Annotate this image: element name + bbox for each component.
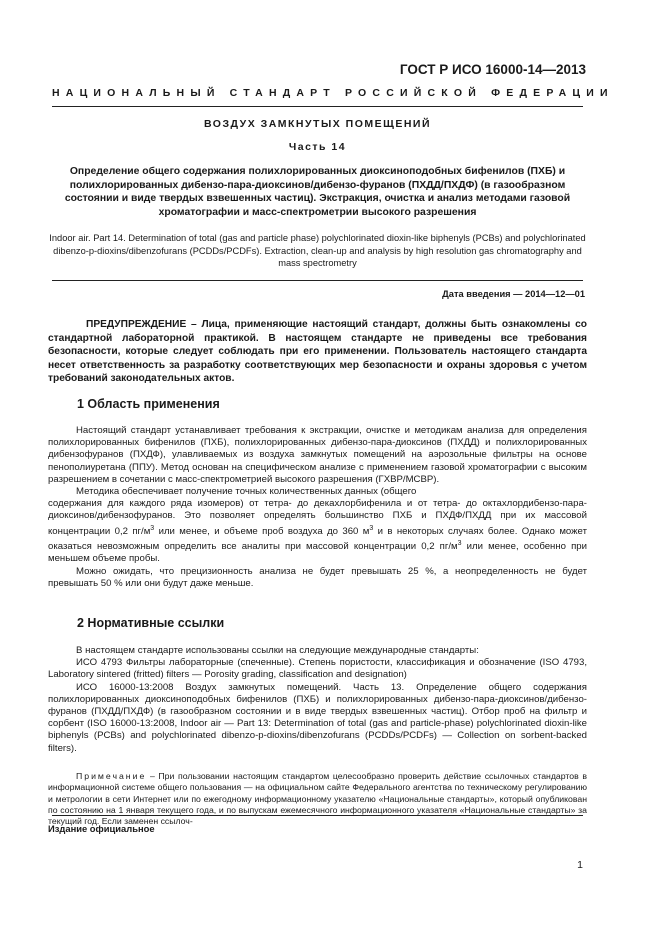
section-1-paragraph-1: Настоящий стандарт устанавливает требования к экстракции, очистке и методикам анализа для определения полихлорированных бифенилов (ПХБ), полихлорированных дибензо-пара-диоксинов (ПХДД) и полихлорированных дибензофуранов (ПХДФ), улавливаемых из воздуха замкнутых помещений на аэрозольные фильтры на основе пенополиуретана (ППУ). Метод основан на специфическом анализе с применением газовой хроматографии с высоким разрешением в сочетании с масс-спектрометрией высокого разрешения (ГХВР/МСВР). bbox=[48, 425, 587, 485]
section-1-heading: 1 Область применения bbox=[77, 397, 220, 411]
section-1-body bbox=[48, 425, 587, 590]
title-divider bbox=[52, 280, 583, 281]
section-2-body bbox=[48, 645, 587, 755]
warning-text: ПРЕДУПРЕЖДЕНИЕ – Лица, применяющие настоящий стандарт, должны быть ознакомлены со стандартной лабораторной практикой. В настоящем стандарте не приведены все требования безопасности, которые следует соблюдать при его применении. Пользователь настоящего стандарта несет ответственность за разработку соответствующих мер безопасности и охраны здоровья с учетом требований законодательных актов. bbox=[48, 319, 587, 384]
title-russian: Определение общего содержания полихлорированных диоксиноподобных бифенилов (ПХБ) и полихлорированных дибензо-пара-диоксинов/дибензо-фуранов (ПХДД/ПХДФ) (в газообразном состоянии и виде твердых взвешенных частиц). Экстракция, очистка и анализ методами газовой хроматографии и масс-спектрометрии высокого разрешения bbox=[64, 166, 571, 218]
national-standard-banner: НАЦИОНАЛЬНЫЙ СТАНДАРТ РОССИЙСКОЙ ФЕДЕРАЦИИ bbox=[52, 87, 614, 99]
section-2-heading: 2 Нормативные ссылки bbox=[77, 616, 225, 630]
footer-divider bbox=[52, 815, 583, 816]
official-edition-label: Издание официальное bbox=[48, 823, 155, 834]
section-1-paragraph-2: содержания для каждого ряда изомеров) от тетра- до декахлорбифенила и от тетра- до октахлордибензо-пара-диоксинов/дибензофуранов. Это позволяет определять большинство ПХБ и ПХДФ/ПХДД при их массовой концентрации 0,2 $пг/м^3$ или менее, и объеме проб воздуха до 360 $м^3$ и в некоторых случаях более. Однако может оказаться невозможным определить все аналиты при массовой концентрации 0,2 $пг/м^3$ или менее, особенно при меньшем объеме пробы. bbox=[48, 498, 587, 565]
section-1-paragraph-3: Можно ожидать, что прецизионность анализа не будет превышать 25 %, а неопределенность не будет превышать 50 % или они будут даже меньше. bbox=[48, 565, 587, 589]
standard-code: ГОСТ Р ИСО 16000-14—2013 bbox=[399, 62, 586, 77]
note-label: Примечание bbox=[76, 771, 147, 781]
header-divider bbox=[52, 106, 583, 107]
title-english: Indoor air. Part 14. Determination of total (gas and particle phase) polychlorinated dioxin-like biphenyls (PCBs) and polychlorinated dibenzo-p-dioxins/dibenzofurans (PCDDs/PCDFs). Extraction, clean-up and analysis by high resolution gas chromatography and mass spectrometry bbox=[49, 233, 586, 269]
document-subject: ВОЗДУХ ЗАМКНУТЫХ ПОМЕЩЕНИЙ bbox=[203, 118, 431, 130]
section-2-reference-iso-4793: ИСО 4793 Фильтры лабораторные (спеченные). Степень пористости, классификация и обозначение (ISO 4793, Laboratory sintered (fritted) filters — Porosity grading, classification and designation) bbox=[48, 657, 587, 681]
section-2-reference-iso-16000-13: ИСО 16000-13:2008 Воздух замкнутых помещений. Часть 13. Определение общего содержания полихлорированных диоксиноподобных бифенилов (ПХБ) и полихлорированных дибензо-пара-диоксинов/дибензо-фуранов (ПХДД/ПХДФ) (в газообразном состоянии и в виде твердых взвешенных частиц). Отбор проб на фильтр и сорбент (ISO 16000-13:2008, Indoor air — Part 13: Determination of total (gas and particle-phase) polychlorinated dioxin-like biphenyls (PCBs) and polychlorinated dibenzo-p-dioxins/dibenzofurans (PCDDs/PCDFs) — Collection on sorbent-backed filters). bbox=[48, 681, 587, 754]
note-text: – При пользовании настоящим стандартом целесообразно проверить действие ссылочных стандартов в информационной системе общего пользования — на официальном сайте Федерального агентства по техническому регулированию и метрологии в сети Интернет или по ежегодному информационному указателю «Национальные стандарты», который опубликован по состоянию на 1 января текущего года, и по выпускам ежемесячного информационного указателя «Национальные стандарты» за текущий год. Если заменен ссылоч- bbox=[48, 771, 587, 827]
note-paragraph bbox=[48, 771, 587, 827]
introduction-date: Дата введения — 2014—12—01 bbox=[442, 289, 585, 299]
page-number: 1 bbox=[577, 859, 583, 871]
warning-paragraph bbox=[48, 318, 587, 386]
document-part: Часть 14 bbox=[288, 141, 347, 153]
section-2-paragraph-1: В настоящем стандарте использованы ссылки на следующие международные стандарты: bbox=[76, 645, 479, 656]
section-1-paragraph-2-lead: Методика обеспечивает получение точных количественных данных (общего bbox=[76, 486, 417, 498]
